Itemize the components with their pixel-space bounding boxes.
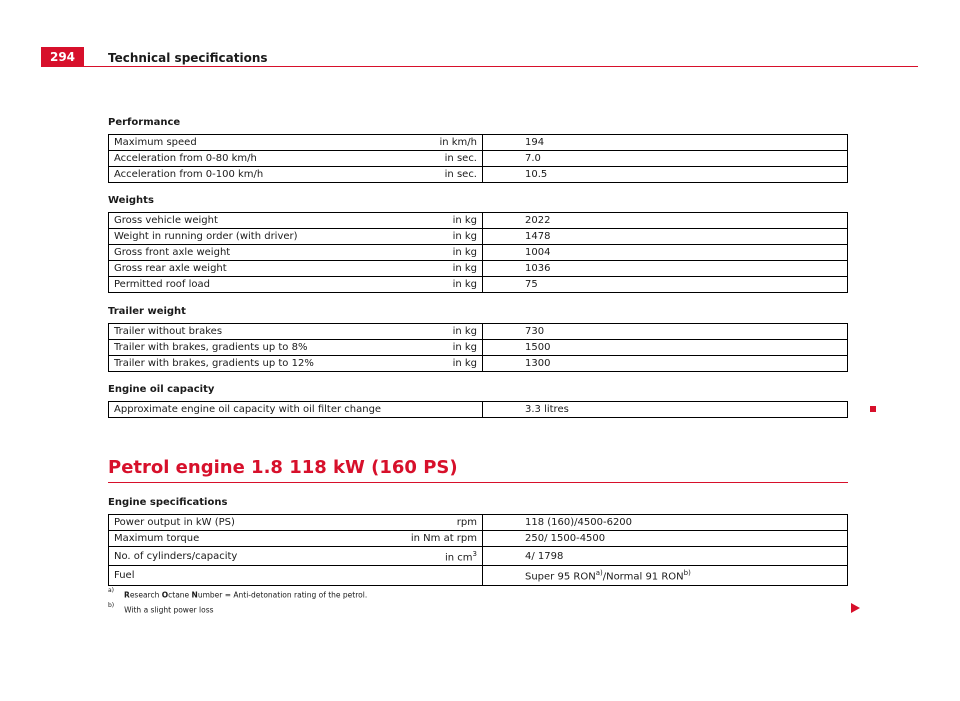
trailer-label: Trailer weight <box>108 306 186 317</box>
row-label: Power output in kW (PS) <box>109 515 405 531</box>
row-unit: in kg <box>404 340 483 356</box>
table-row <box>109 261 848 277</box>
row-label: Maximum speed <box>109 135 405 151</box>
row-unit <box>404 547 483 566</box>
row-label: No. of cylinders/capacity <box>109 547 405 566</box>
row-value: 1500 <box>483 340 848 356</box>
row-unit <box>404 566 483 585</box>
row-value: 194 <box>483 135 848 151</box>
row-unit: in kg <box>404 261 483 277</box>
weights-label: Weights <box>108 195 154 206</box>
header-divider <box>84 66 918 67</box>
unit-superscript: 3 <box>472 550 477 558</box>
row-value: 1036 <box>483 261 848 277</box>
footnote-ref-b: b) <box>683 569 691 578</box>
footnote-marker: b) <box>108 602 115 609</box>
row-unit: in sec. <box>404 167 483 183</box>
row-value: 1300 <box>483 356 848 372</box>
row-unit: in kg <box>404 229 483 245</box>
row-unit: in kg <box>404 277 483 293</box>
page-title: Technical specifications <box>108 51 268 65</box>
footnote-initial: O <box>161 590 169 600</box>
footnote-initial: R <box>124 590 130 600</box>
row-unit: in sec. <box>404 151 483 167</box>
table-row <box>109 324 848 340</box>
weights-table <box>108 212 848 293</box>
table-row <box>109 151 848 167</box>
row-unit: rpm <box>404 515 483 531</box>
footnote-a <box>108 589 367 600</box>
row-value: 250/ 1500-4500 <box>483 531 848 547</box>
row-label: Acceleration from 0-80 km/h <box>109 151 405 167</box>
table-row <box>109 167 848 183</box>
fuel-value-part2: /Normal 91 RON <box>602 571 684 583</box>
table-row <box>109 277 848 293</box>
table-row <box>109 245 848 261</box>
row-value: 2022 <box>483 213 848 229</box>
footnote-text: esearch <box>129 590 162 600</box>
row-value: 75 <box>483 277 848 293</box>
performance-table <box>108 134 848 183</box>
table-row <box>109 566 848 585</box>
table-row <box>109 531 848 547</box>
row-label: Fuel <box>109 566 405 585</box>
row-value: 730 <box>483 324 848 340</box>
row-value <box>483 566 848 585</box>
engine-specs-label: Engine specifications <box>108 497 228 508</box>
section-heading: Petrol engine 1.8 118 kW (160 PS) <box>108 457 458 478</box>
oil-label: Engine oil capacity <box>108 384 215 395</box>
footnote-text: umber = Anti-detonation rating of the petrol. <box>197 590 368 600</box>
section-divider <box>108 482 848 483</box>
trailer-table <box>108 323 848 372</box>
row-value: 10.5 <box>483 167 848 183</box>
row-label: Gross rear axle weight <box>109 261 405 277</box>
row-label: Acceleration from 0-100 km/h <box>109 167 405 183</box>
row-unit: in kg <box>404 356 483 372</box>
row-label: Trailer with brakes, gradients up to 12% <box>109 356 405 372</box>
row-label: Permitted roof load <box>109 277 405 293</box>
row-label: Maximum torque <box>109 531 405 547</box>
page-number: 294 <box>41 47 84 67</box>
table-row <box>109 135 848 151</box>
performance-label: Performance <box>108 117 181 128</box>
table-row <box>109 213 848 229</box>
footnote-text: ctane <box>168 590 192 600</box>
oil-table <box>108 401 848 418</box>
row-value: 118 (160)/4500-6200 <box>483 515 848 531</box>
row-value: 4/ 1798 <box>483 547 848 566</box>
row-unit: in kg <box>404 213 483 229</box>
row-unit: in kg <box>404 324 483 340</box>
table-row <box>109 229 848 245</box>
footnote-marker: a) <box>108 587 115 594</box>
row-label: Gross vehicle weight <box>109 213 405 229</box>
row-value: 3.3 litres <box>483 402 848 418</box>
row-label: Trailer with brakes, gradients up to 8% <box>109 340 405 356</box>
section-end-marker <box>870 406 876 412</box>
footnote-ref-a: a) <box>595 569 603 578</box>
footnote-text: With a slight power loss <box>124 605 214 615</box>
engine-specs-table <box>108 514 848 586</box>
row-unit: in Nm at rpm <box>404 531 483 547</box>
row-label: Approximate engine oil capacity with oil filter change <box>109 402 483 418</box>
table-row <box>109 356 848 372</box>
row-value: 1004 <box>483 245 848 261</box>
table-row <box>109 547 848 566</box>
unit-text: in cm <box>444 552 473 564</box>
footnote-b <box>108 604 214 615</box>
row-value: 1478 <box>483 229 848 245</box>
row-label: Gross front axle weight <box>109 245 405 261</box>
table-row <box>109 515 848 531</box>
row-label: Weight in running order (with driver) <box>109 229 405 245</box>
row-unit: in kg <box>404 245 483 261</box>
row-unit: in km/h <box>404 135 483 151</box>
row-label: Trailer without brakes <box>109 324 405 340</box>
table-row <box>109 340 848 356</box>
continue-arrow-icon <box>851 603 860 613</box>
fuel-value-part1: Super 95 RON <box>525 571 596 583</box>
footnote-initial: N <box>191 590 198 600</box>
row-value: 7.0 <box>483 151 848 167</box>
table-row <box>109 402 848 418</box>
